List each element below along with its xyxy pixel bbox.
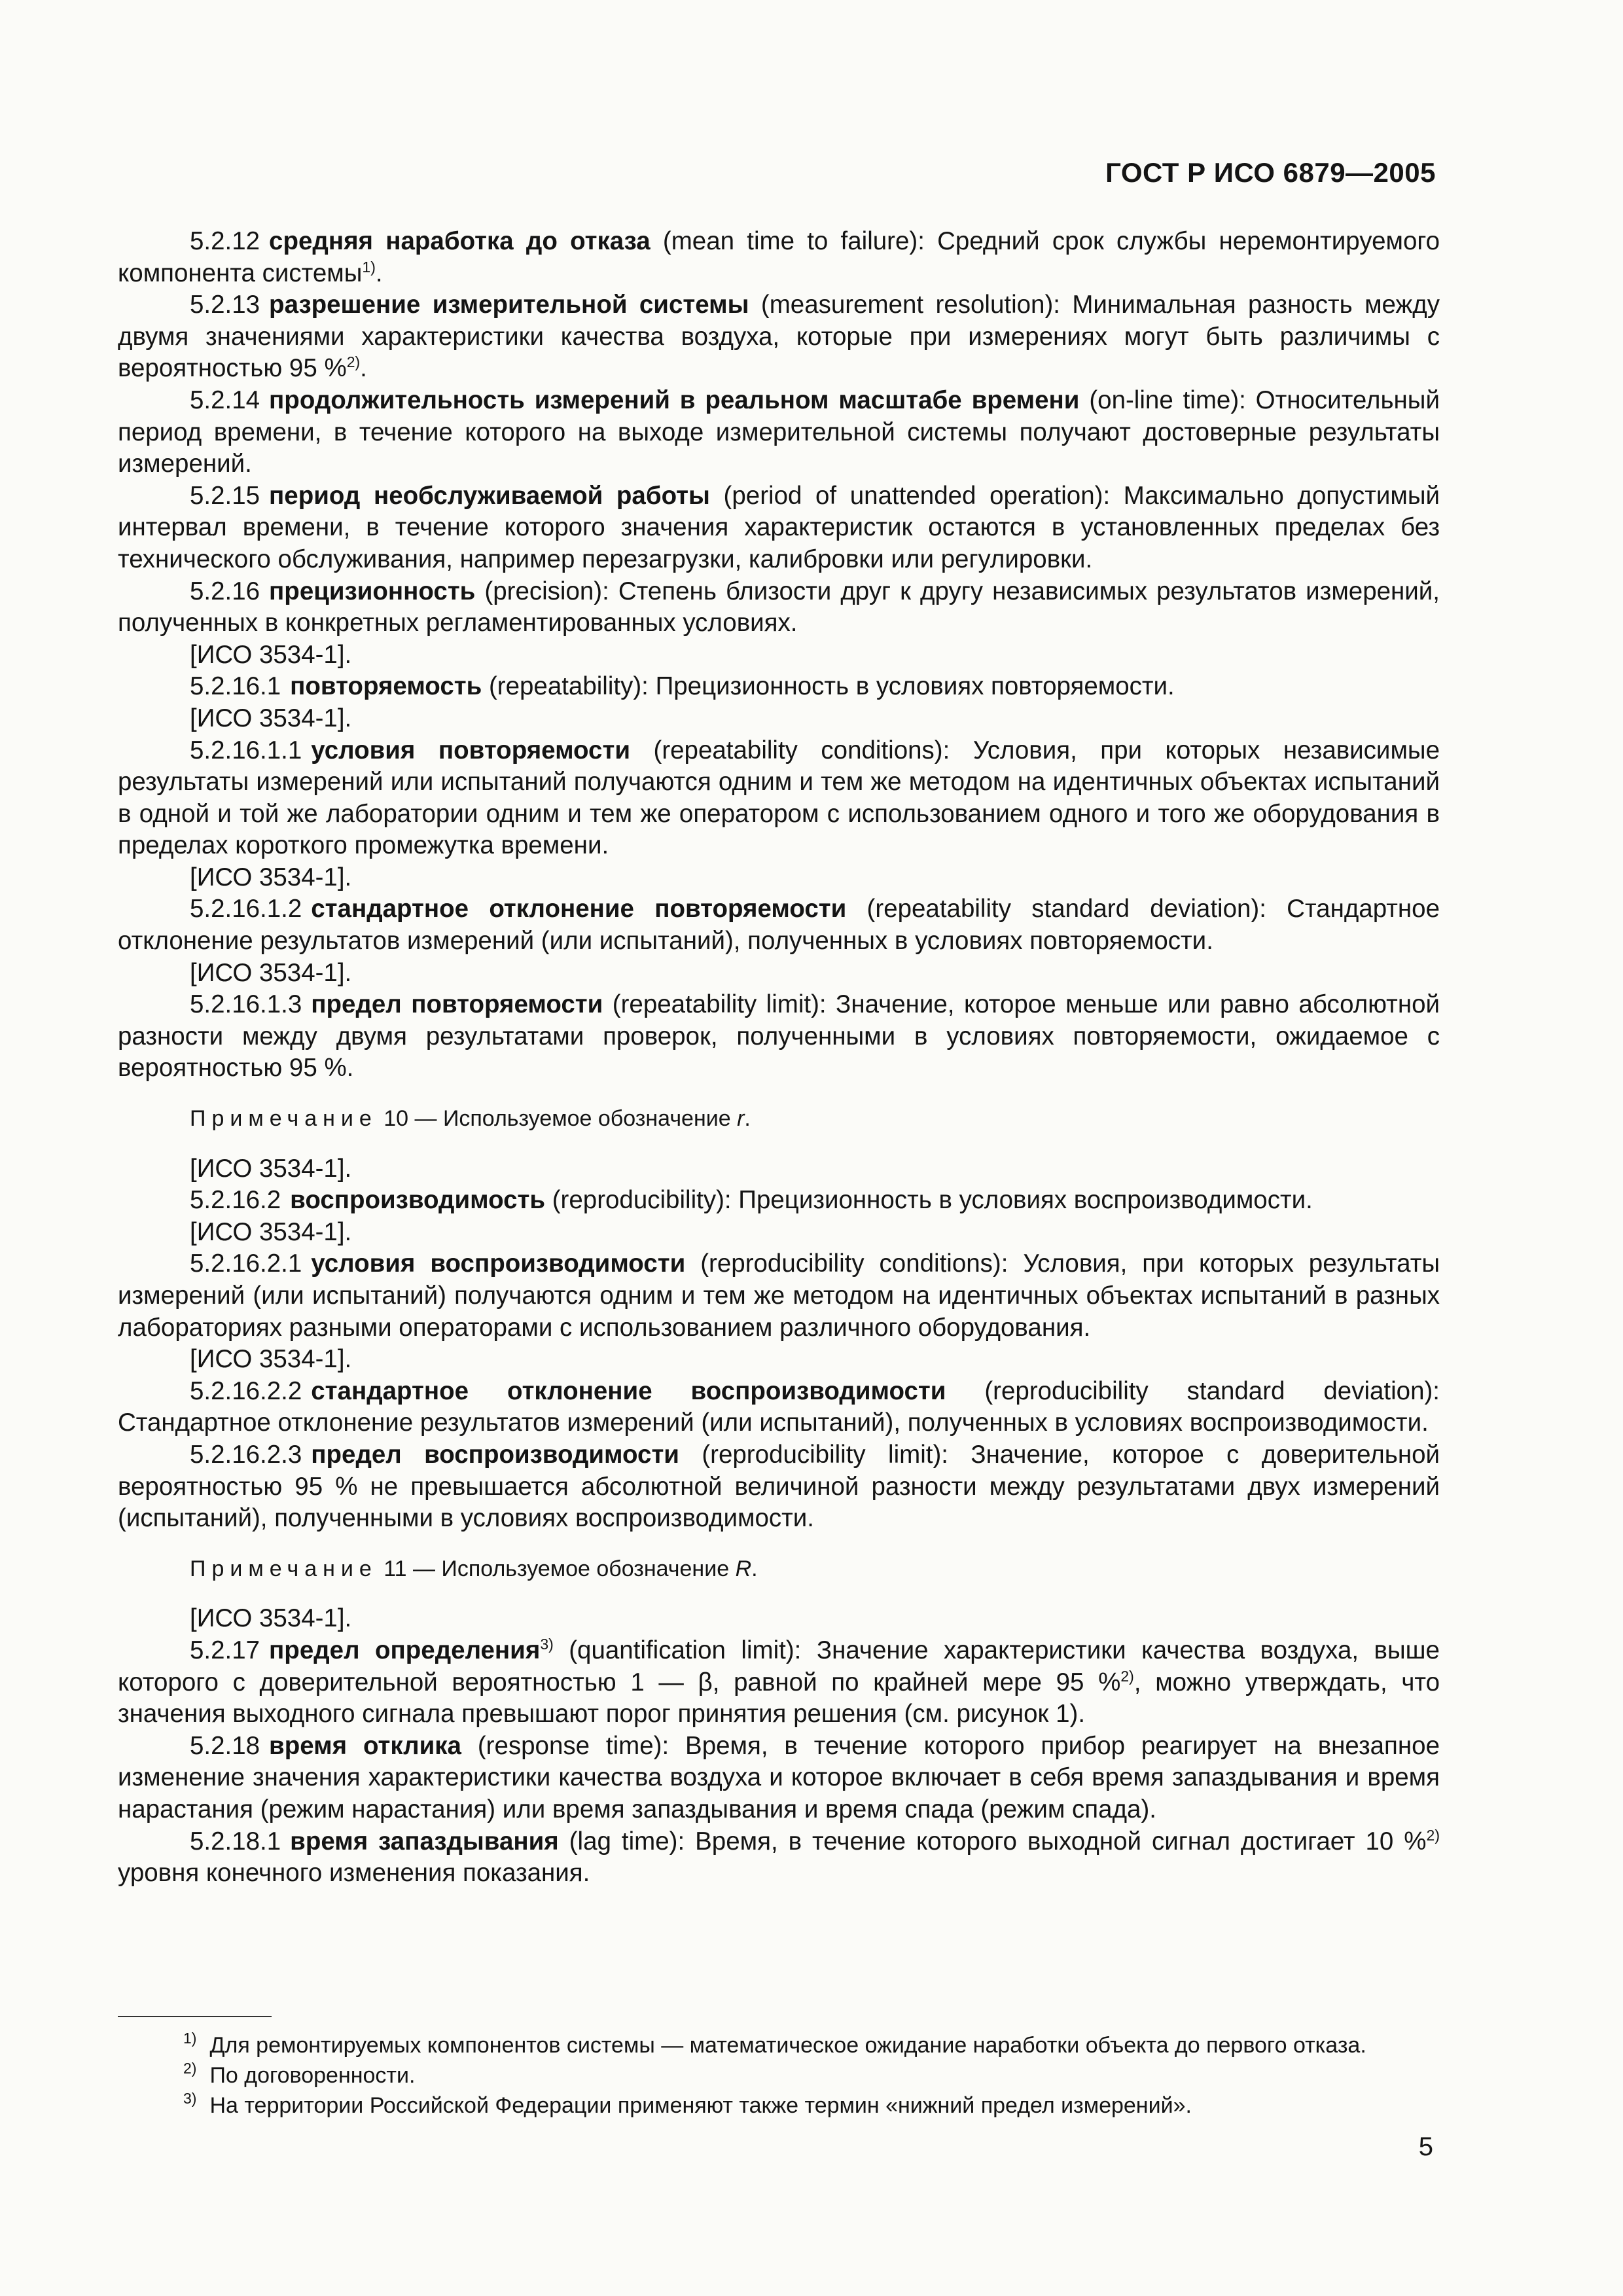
entry-number: 5.2.13: [190, 291, 260, 319]
footnote-ref: 1): [362, 258, 376, 276]
entry-number: 5.2.16.1.3: [190, 990, 302, 1019]
entry-definition: (reproducibility standard deviation): Стандартное отклонение результатов измерений (или испытаний), полученных в условиях воспроизводимости.: [118, 1376, 1440, 1437]
entry-end: .: [375, 259, 383, 287]
source-reference: [ИСО 3534-1].: [190, 640, 352, 669]
entry-definition: (repeatability): Прецизионность в условиях повторяемости.: [482, 672, 1175, 701]
footnotes: [183, 2030, 1427, 2121]
entry-term: стандартное отклонение повторяемости: [311, 895, 847, 924]
entry-number: 5.2.18: [190, 1731, 260, 1760]
footnote-ref: 2): [1426, 1826, 1440, 1844]
entry-definition: (lag time): Время, в течение которого выходной сигнал достигает 10 %: [558, 1827, 1427, 1856]
footnote-marker: 2): [183, 2060, 197, 2077]
entry-5-2-16-1-3: [118, 989, 1440, 1085]
entry-5-2-15: [118, 480, 1440, 576]
entry-5-2-18-1: [118, 1826, 1440, 1890]
entry-term: время отклика: [269, 1731, 461, 1760]
entry-term: предел воспроизводимости: [311, 1440, 679, 1469]
source-reference: [ИСО 3534-1].: [190, 958, 352, 987]
entry-number: 5.2.18.1: [190, 1827, 281, 1856]
entry-number: 5.2.16.2.1: [190, 1249, 302, 1278]
entry-definition: (measurement resolution): Минимальная разность между двумя значениями характеристики качества воздуха, которые при измерениях могут быть различимы с вероятностью 95 %: [118, 291, 1440, 383]
footnote-3: [183, 2090, 1427, 2121]
entry-definition: (mean time to failure): Средний срок службы неремонтируемого компонента системы: [118, 227, 1440, 287]
entry-5-2-16-1-2: [118, 893, 1440, 957]
entry-5-2-13: [118, 289, 1440, 385]
footnote-marker: 1): [183, 2030, 197, 2047]
entry-term: предел определения: [269, 1636, 541, 1664]
source-reference: [ИСО 3534-1].: [190, 863, 352, 891]
entry-term: продолжительность измерений в реальном масштабе времени: [269, 386, 1080, 414]
entry-term: повторяемость: [290, 672, 482, 701]
entry-definition: (period of unattended operation): Максимально допустимый интервал времени, в течение которого значения характеристик остаются в установленных пределах без технического обслуживания, например перезагрузки, калибровки или регулировки.: [118, 481, 1440, 573]
entry-term: условия воспроизводимости: [311, 1249, 686, 1278]
source-reference: [ИСО 3534-1].: [190, 1154, 352, 1183]
source-reference: [ИСО 3534-1].: [190, 1217, 352, 1246]
entry-5-2-18: [118, 1731, 1440, 1826]
entry-5-2-16-1-1: [118, 735, 1440, 862]
entry-definition: (repeatability conditions): Условия, при которых независимые результаты измерений или испытаний получаются одним и тем же методом на идентичных объектах испытаний в одной и той же лаборатории одним и тем же оператором с использованием одного и того же оборудования в пределах короткого промежутка времени.: [118, 736, 1440, 860]
entry-number: 5.2.16.2: [190, 1186, 281, 1215]
entry-definition: (repeatability standard deviation): Стандартное отклонение результатов измерений (или испытаний), полученных в условиях повторяемости.: [118, 895, 1440, 956]
entry-5-2-16-2: [118, 1185, 1440, 1217]
footnote-text: На территории Российской Федерации применяют также термин «нижний предел измерений».: [209, 2093, 1192, 2118]
entry-number: 5.2.16.1.2: [190, 895, 302, 924]
note-11: [118, 1553, 1440, 1585]
entry-5-2-12: [118, 226, 1440, 289]
entry-definition: (response time): Время, в течение которого прибор реагирует на внезапное изменение значения характеристики качества воздуха и которое включает в себя время запаздывания и время нарастания (режим нарастания) или время запаздывания и время спада (режим спада).: [118, 1731, 1440, 1823]
entry-5-2-17: [118, 1635, 1440, 1731]
source-reference: [ИСО 3534-1].: [190, 1345, 352, 1374]
footnote-ref: 3): [540, 1635, 554, 1653]
entry-number: 5.2.16.2.3: [190, 1440, 302, 1469]
entry-definition: (repeatability limit): Значение, которое меньше или равно абсолютной разности между двумя результатами проверок, полученными в условиях повторяемости, ожидаемое с вероятностью 95 %.: [118, 990, 1440, 1083]
entry-definition-end: , можно утверждать, что значения выходного сигнала превышают порог принятия решения (см. рисунок 1).: [118, 1668, 1440, 1729]
footnote-divider: [118, 2016, 272, 2017]
entry-5-2-16: [118, 576, 1440, 639]
entry-number: 5.2.16.2.2: [190, 1376, 302, 1405]
entry-definition: (reproducibility): Прецизионность в условиях воспроизводимости.: [545, 1186, 1313, 1215]
entry-definition: (reproducibility conditions): Условия, при которых результаты измерений (или испытаний) получаются одним и тем же методом на идентичных объектах испытаний в разных лабораториях разными операторами с использованием различного оборудования.: [118, 1249, 1440, 1342]
entry-term: предел повторяемости: [311, 990, 603, 1019]
entry-definition: (on-line time): Относительный период времени, в течение которого на выходе измерительной системы получают достоверные результаты измерений.: [118, 386, 1440, 478]
entry-term: стандартное отклонение воспроизводимости: [311, 1376, 946, 1405]
note-label: Примечание: [190, 1106, 378, 1132]
note-label: Примечание: [190, 1556, 378, 1581]
page-number: 5: [1418, 2132, 1433, 2161]
note-end: .: [751, 1556, 758, 1581]
entry-term: период необслуживаемой работы: [269, 481, 710, 510]
entry-definition: (quantification limit): Значение характеристики качества воздуха, выше которого с доверительной вероятностью 1 — β, равной по крайней мере 95 %: [118, 1636, 1440, 1696]
footnote-ref: 2): [346, 353, 361, 371]
entry-5-2-16-2-1: [118, 1248, 1440, 1344]
entry-term: время запаздывания: [290, 1827, 559, 1856]
footnote-marker: 3): [183, 2090, 197, 2107]
entry-number: 5.2.16.1.1: [190, 736, 302, 764]
source-reference: [ИСО 3534-1].: [190, 1604, 352, 1633]
footnote-1: [183, 2030, 1427, 2060]
source-reference: [ИСО 3534-1].: [190, 704, 352, 732]
entry-number: 5.2.16: [190, 577, 260, 605]
document-body: [118, 226, 1440, 1890]
note-end: .: [744, 1106, 751, 1132]
entry-term: средняя наработка до отказа: [269, 227, 651, 255]
entry-term: воспроизводимость: [290, 1186, 546, 1215]
note-text: 11 — Используемое обозначение: [377, 1556, 736, 1581]
entry-number: 5.2.16.1: [190, 672, 281, 701]
entry-term: разрешение измерительной системы: [269, 291, 749, 319]
entry-definition: (reproducibility limit): Значение, которое с доверительной вероятностью 95 % не превышается абсолютной величиной разности между результатами двух измерений (испытаний), полученными в условиях воспроизводимости.: [118, 1440, 1440, 1533]
entry-term: прецизионность: [269, 577, 476, 605]
footnote-text: По договоренности.: [209, 2063, 416, 2088]
entry-5-2-16-2-3: [118, 1439, 1440, 1535]
standard-header: ГОСТ Р ИСО 6879—2005: [1105, 157, 1436, 188]
entry-5-2-16-2-2: [118, 1376, 1440, 1439]
entry-number: 5.2.15: [190, 481, 260, 510]
note-symbol: R: [735, 1556, 752, 1581]
entry-5-2-14: [118, 385, 1440, 480]
entry-5-2-16-1: [118, 671, 1440, 703]
note-10: [118, 1103, 1440, 1135]
entry-definition: (precision): Степень близости друг к другу независимых результатов измерений, полученных в конкретных регламентированных условиях.: [118, 577, 1440, 637]
footnote-ref: 2): [1120, 1667, 1134, 1685]
entry-number: 5.2.17: [190, 1636, 260, 1664]
entry-number: 5.2.14: [190, 386, 260, 414]
note-text: 10 — Используемое обозначение: [377, 1106, 738, 1132]
entry-definition-end: уровня конечного изменения показания.: [118, 1859, 590, 1888]
footnote-2: [183, 2060, 1427, 2090]
entry-term: условия повторяемости: [311, 736, 630, 764]
footnote-text: Для ремонтируемых компонентов системы — математическое ожидание наработки объекта до первого отказа.: [209, 2033, 1366, 2058]
entry-number: 5.2.12: [190, 227, 260, 255]
note-symbol: r: [737, 1106, 745, 1132]
entry-end: .: [360, 354, 367, 383]
